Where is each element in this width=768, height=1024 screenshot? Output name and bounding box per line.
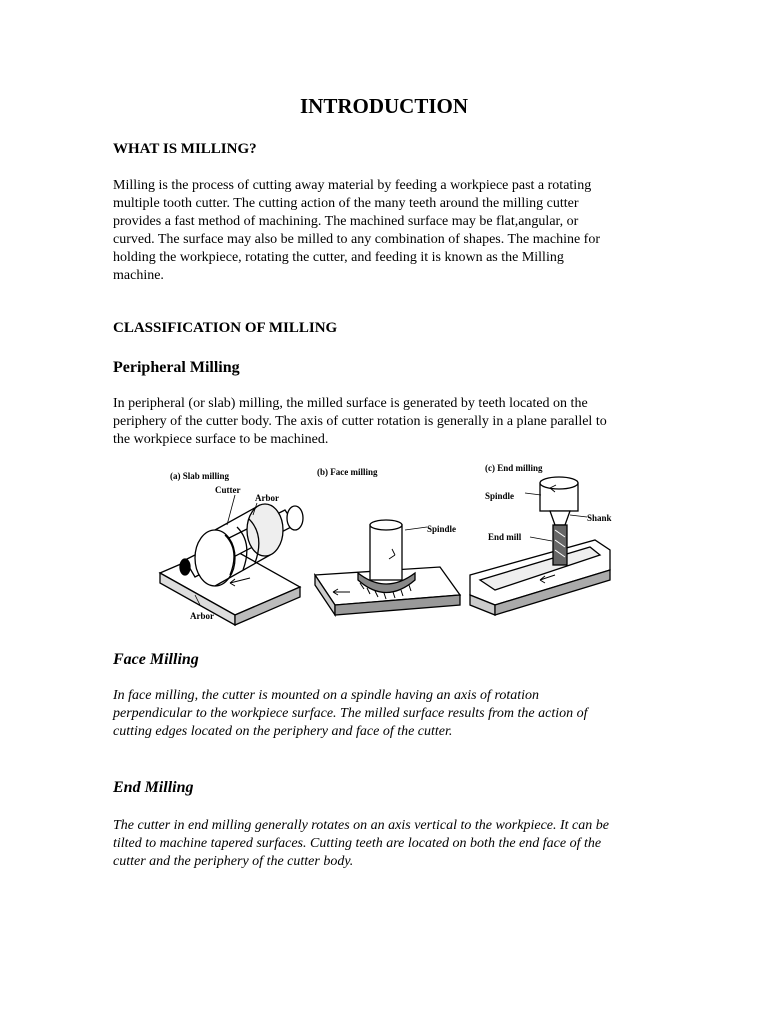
label-cutter: Cutter — [215, 485, 241, 495]
paragraph-end-milling — [113, 817, 658, 871]
label-arbor-bottom: Arbor — [190, 611, 214, 621]
text-line: the workpiece surface to be machined. — [113, 432, 329, 447]
caption-end-milling: (c) End milling — [485, 463, 543, 473]
text-line: cutter and the periphery of the cutter body. — [113, 854, 354, 869]
label-arbor-top: Arbor — [255, 493, 279, 503]
text-line: In peripheral (or slab) milling, the milled surface is generated by teeth located on the — [113, 396, 588, 411]
label-shank: Shank — [587, 513, 612, 523]
text-line: machine. — [113, 268, 164, 283]
heading-end-milling: End Milling — [113, 779, 194, 796]
label-end-mill: End mill — [488, 532, 522, 542]
heading-peripheral-milling: Peripheral Milling — [113, 359, 240, 376]
text-line: In face milling, the cutter is mounted on a spindle having an axis of rotation — [113, 688, 540, 703]
label-spindle-end: Spindle — [485, 491, 515, 501]
text-line: holding the workpiece, rotating the cutter, and feeding it is known as the Milling — [113, 250, 564, 265]
text-line: The cutter in end milling generally rotates on an axis vertical to the workpiece. It can be — [113, 818, 609, 833]
caption-face-milling: (b) Face milling — [317, 467, 378, 477]
text-line: cutting edges located on the periphery and face of the cutter. — [113, 724, 453, 739]
paragraph-face-milling — [113, 687, 658, 741]
paragraph-peripheral-milling — [113, 395, 658, 449]
paragraph-milling-definition — [113, 177, 658, 285]
face-milling-drawing — [315, 520, 460, 615]
caption-slab-milling: (a) Slab milling — [170, 471, 230, 481]
text-line: periphery of the cutter body. The axis of cutter rotation is generally in a plane parallel to — [113, 414, 607, 429]
text-line: Milling is the process of cutting away material by feeding a workpiece past a rotating — [113, 178, 592, 193]
page-title: INTRODUCTION — [299, 94, 469, 118]
heading-classification: CLASSIFICATION OF MILLING — [113, 320, 338, 336]
text-line: perpendicular to the workpiece surface. The milled surface results from the action of — [113, 706, 588, 721]
text-line: multiple tooth cutter. The cutting action of the many teeth around the milling cutter — [113, 196, 579, 211]
milling-illustration — [155, 455, 625, 635]
text-line: tilted to machine tapered surfaces. Cutting teeth are located on both the end face of the — [113, 836, 602, 851]
milling-types-figure — [155, 455, 625, 635]
heading-what-is-milling: WHAT IS MILLING? — [113, 141, 257, 157]
text-line: curved. The surface may also be milled to any combination of shapes. The machine for — [113, 232, 600, 247]
slab-milling-drawing — [160, 495, 303, 625]
heading-face-milling: Face Milling — [113, 651, 199, 668]
text-line: provides a fast method of machining. The machined surface may be flat,angular, or — [113, 214, 579, 229]
label-spindle-face: Spindle — [427, 524, 457, 534]
